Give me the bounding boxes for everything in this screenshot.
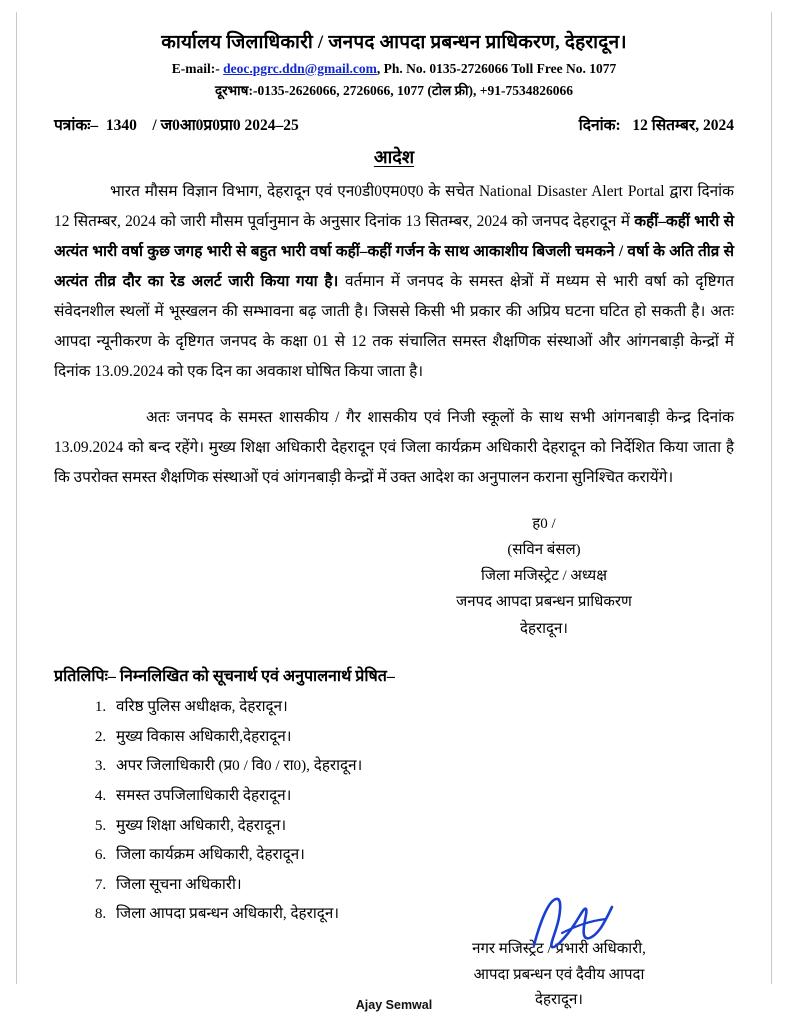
list-item: 8. जिला आपदा प्रबन्धन अधिकारी, देहरादून। <box>110 899 734 929</box>
copy-to-list <box>54 692 734 929</box>
signature-hastakshar: ह0 / <box>532 515 556 532</box>
reference-number: पत्रांकः– 1340 / ज0आ0प्र0प्रा0 2024–25 <box>54 117 299 134</box>
signature-city: देहरादून। <box>520 620 568 637</box>
list-item: 2. मुख्य विकास अधिकारी,देहरादून। <box>110 722 734 752</box>
document-content <box>26 28 762 1014</box>
body-paragraph-1 <box>54 177 734 387</box>
list-item: 1. वरिष्ठ पुलिस अधीक्षक, देहरादून। <box>110 692 734 722</box>
body-paragraph-2: अतः जनपद के समस्त शासकीय / गैर शासकीय एवं निजी स्कूलों के साथ सभी आंगनबाड़ी केन्द्र दिनांक 13.09.2024 को बन्द रहेंगे। मुख्य शिक्षा अधिकारी देहरादून एवं जिला कार्यक्रम अधिकारी देहरादून को निर्देशित किया जाता है कि उपरोक्त समस्त शैक्षणिक संस्थाओं एवं आंगनबाड़ी केन्द्रों में उक्त आदेश का अनुपालन कराना सुनिश्चित करायेंगे। <box>54 408 734 486</box>
list-item: 3. अपर जिलाधिकारी (प्र0 / वि0 / रा0), देहरादून। <box>110 751 734 781</box>
order-title: आदेश <box>373 147 415 167</box>
footer-signature-department: आपदा प्रबन्धन एवं दैवीय आपदा <box>473 966 645 983</box>
email-label: E-mail:- <box>171 61 220 76</box>
list-item: 5. मुख्य शिक्षा अधिकारी, देहरादून। <box>110 811 734 841</box>
footer-name: Ajay Semwal <box>355 998 433 1012</box>
para1-part-b: वर्तमान में जनपद के समस्त क्षेत्रों में मध्यम से भारी वर्षा को दृष्टिगत संवेदनशील स्थलों में भूस्खलन की सम्भावना बढ़ जाती है। जिससे किसी भी प्रकार की अप्रिय घटना घटित हो सकती है। अतः आपदा न्यूनीकरण के दृष्टिगत जनपद के कक्षा 01 से 12 तक संचालित समस्त शैक्षणिक संस्थाओं और आंगनबाड़ी केन्द्रों में दिनांक 13.09.2024 को एक दिन का अवकाश घोषित किया जाता है। <box>54 273 735 381</box>
signature-block <box>54 511 734 642</box>
footer-signature-block <box>54 937 734 1014</box>
handwritten-signature-icon <box>526 893 616 951</box>
para1-bold-alert: कहीं–कहीं भारी से अत्यंत भारी वर्षा कुछ जगह भारी से बहुत भारी वर्षा कहीं–कहीं गर्जन के साथ आकाशीय बिजली चमकने / वर्षा के अति तीव्र से अत्यंत तीव्र दौर का रेड अलर्ट जारी किया गया है। <box>54 213 734 291</box>
para1-part-a: भारत मौसम विज्ञान विभाग, देहरादून एवं एन0डी0एम0ए0 के सचेत National Disaster Alert Portal द्वारा दिनांक 12 सितम्बर, 2024 को जारी मौसम पूर्वानुमान के अनुसार दिनांक 13 सितम्बर, 2024 को जनपद देहरादून में <box>54 183 734 231</box>
list-item: 4. समस्त उपजिलाधिकारी देहरादून। <box>110 781 734 811</box>
reference-date: दिनांक: 12 सितम्बर, 2024 <box>578 117 734 134</box>
email-phone-tail: , Ph. No. 0135-2726066 Toll Free No. 1077 <box>376 61 617 76</box>
footer-signature-designation: नगर मजिस्ट्रेट / प्रभारी अधिकारी, <box>472 941 646 958</box>
footer-signature-city: देहरादून। <box>535 992 583 1009</box>
email-line <box>54 61 734 77</box>
copy-to-heading: प्रतिलिपिः– निम्नलिखित को सूचनार्थ एवं अनुपालनार्थ प्रेषित– <box>54 667 395 685</box>
reference-row <box>54 113 734 135</box>
email-address-link[interactable]: deoc.pgrc.ddn@gmail.com <box>223 61 377 76</box>
phone-line: दूरभाष:-0135-2626066, 2726066, 1077 (टोल फ्री), +91-7534826066 <box>214 83 573 98</box>
list-item: 7. जिला सूचना अधिकारी। <box>110 870 734 900</box>
signature-designation: जिला मजिस्ट्रेट / अध्यक्ष <box>481 568 607 585</box>
signature-authority: जनपद आपदा प्रबन्धन प्राधिकरण <box>456 594 632 611</box>
signature-name: (सविन बंसल) <box>507 541 581 558</box>
list-item: 6. जिला कार्यक्रम अधिकारी, देहरादून। <box>110 840 734 870</box>
office-title: कार्यालय जिलाधिकारी / जनपद आपदा प्रबन्धन प्राधिकरण, देहरादून। <box>161 32 627 53</box>
letterhead <box>54 28 734 99</box>
